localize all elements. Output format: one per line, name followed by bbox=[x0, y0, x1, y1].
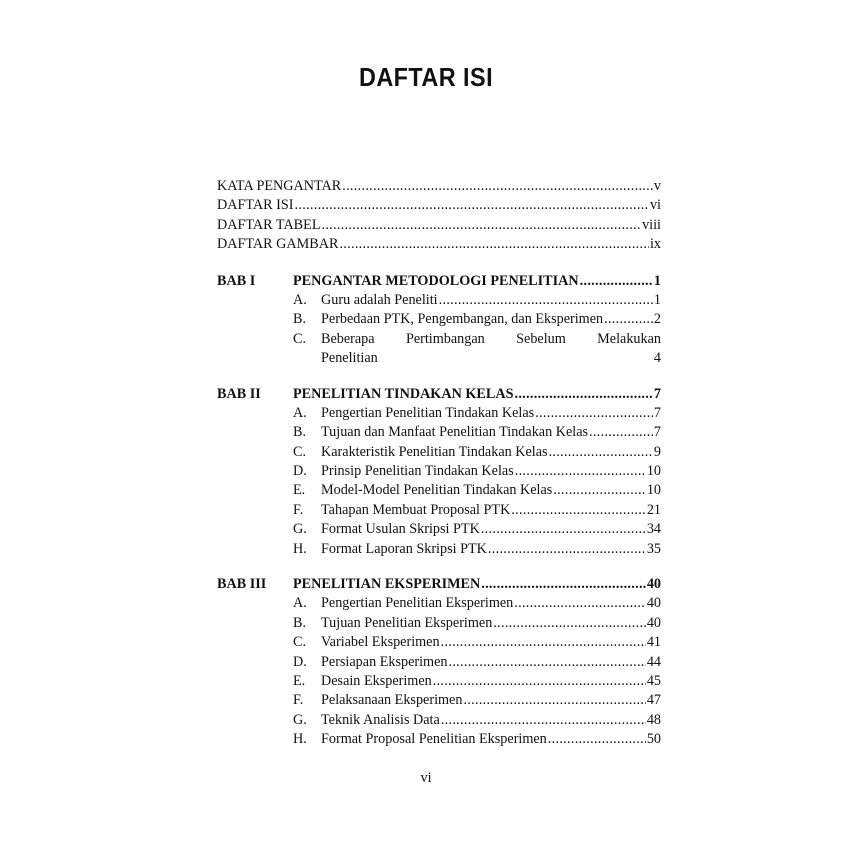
item-letter: C. bbox=[293, 443, 307, 460]
item-text: Tahapan Membuat Proposal PTK bbox=[321, 501, 511, 518]
toc-page-number: viii bbox=[642, 216, 661, 233]
dot-leader bbox=[549, 443, 653, 462]
dot-leader bbox=[488, 540, 646, 559]
toc-page-number: 10 bbox=[646, 463, 661, 480]
item-letter: B. bbox=[293, 311, 307, 328]
chapter-title: PENGANTAR METODOLOGI PENELITIAN bbox=[293, 272, 579, 289]
dot-leader bbox=[342, 177, 653, 196]
dot-leader bbox=[511, 501, 645, 520]
dot-leader bbox=[321, 216, 641, 235]
item-text: Prinsip Penelitian Tindakan Kelas bbox=[321, 463, 514, 480]
toc-page-number: 9 bbox=[653, 443, 661, 460]
item-letter: H. bbox=[293, 731, 307, 748]
toc-page-number: 41 bbox=[646, 634, 661, 651]
dot-leader bbox=[295, 196, 649, 215]
toc-entry-kata-pengantar[interactable] bbox=[217, 177, 661, 196]
chapter-bab-2 bbox=[217, 385, 661, 560]
toc-item[interactable] bbox=[217, 501, 661, 520]
toc-item[interactable] bbox=[217, 540, 661, 559]
item-text: Variabel Eksperimen bbox=[321, 634, 440, 651]
item-text: Format Laporan Skripsi PTK bbox=[321, 540, 487, 557]
dot-leader bbox=[481, 575, 646, 594]
dot-leader bbox=[448, 653, 645, 672]
item-text: Model-Model Penelitian Tindakan Kelas bbox=[321, 482, 553, 499]
chapter-heading[interactable] bbox=[217, 575, 661, 594]
item-text-line1: Beberapa Pertimbangan Sebelum Melakukan bbox=[321, 330, 661, 347]
chapter-title: PENELITIAN TINDAKAN KELAS bbox=[293, 385, 514, 402]
item-letter: G. bbox=[293, 521, 307, 538]
toc-page-number: 48 bbox=[646, 711, 661, 728]
dot-leader bbox=[515, 462, 646, 481]
item-letter: H. bbox=[293, 540, 307, 557]
toc-item[interactable] bbox=[217, 404, 661, 423]
toc-page-number: 35 bbox=[646, 540, 661, 557]
dot-leader bbox=[481, 520, 646, 539]
toc-item[interactable] bbox=[217, 730, 661, 749]
item-text: Teknik Analisis Data bbox=[321, 711, 440, 728]
dot-leader bbox=[339, 235, 649, 254]
toc-item[interactable] bbox=[217, 481, 661, 500]
toc-entry-text: DAFTAR ISI bbox=[217, 197, 294, 214]
toc-item[interactable] bbox=[217, 291, 661, 310]
chapter-title: PENELITIAN EKSPERIMEN bbox=[293, 576, 481, 593]
toc-page-number: 47 bbox=[646, 692, 661, 709]
item-text: Pengertian Penelitian Tindakan Kelas bbox=[321, 404, 535, 421]
toc-item[interactable] bbox=[217, 614, 661, 633]
dot-leader bbox=[441, 633, 646, 652]
item-letter: D. bbox=[293, 463, 307, 480]
item-letter: F. bbox=[293, 692, 304, 709]
item-text: Pelaksanaan Eksperimen bbox=[321, 692, 463, 709]
item-letter: A. bbox=[293, 291, 307, 308]
toc-entry-text: DAFTAR TABEL bbox=[217, 216, 321, 233]
chapter-bab-1 bbox=[217, 272, 661, 369]
item-text: Perbedaan PTK, Pengembangan, dan Eksperimen bbox=[321, 311, 604, 328]
item-letter: G. bbox=[293, 711, 307, 728]
toc-page-number: 1 bbox=[653, 272, 661, 289]
item-text: Tujuan Penelitian Eksperimen bbox=[321, 614, 493, 631]
dot-leader bbox=[580, 272, 653, 291]
toc-item[interactable] bbox=[217, 711, 661, 730]
toc-page-number: 34 bbox=[646, 521, 661, 538]
toc-entry-text: DAFTAR GAMBAR bbox=[217, 236, 339, 253]
toc-item[interactable] bbox=[217, 653, 661, 672]
toc-page-number: 21 bbox=[646, 501, 661, 518]
item-text: Desain Eksperimen bbox=[321, 672, 432, 689]
item-letter: B. bbox=[293, 614, 307, 631]
toc-page-number: 40 bbox=[646, 595, 661, 612]
dot-leader bbox=[514, 594, 646, 613]
toc-entry-daftar-gambar[interactable] bbox=[217, 235, 661, 254]
dot-leader bbox=[548, 730, 646, 749]
toc-item[interactable] bbox=[217, 310, 661, 329]
toc-page-number: 7 bbox=[653, 424, 661, 441]
footer-page-number: vi bbox=[420, 770, 432, 786]
toc-page-number: 10 bbox=[646, 482, 661, 499]
toc-page-number: ix bbox=[649, 236, 661, 253]
item-letter: E. bbox=[293, 482, 306, 499]
item-letter: C. bbox=[293, 330, 307, 347]
chapter-label: BAB III bbox=[217, 576, 267, 593]
dot-leader bbox=[433, 672, 646, 691]
chapter-bab-3 bbox=[217, 575, 661, 750]
toc-page-number: v bbox=[653, 178, 661, 194]
item-text: Tujuan dan Manfaat Penelitian Tindakan Kelas bbox=[321, 424, 589, 441]
item-letter: E. bbox=[293, 672, 306, 689]
toc-item[interactable] bbox=[217, 691, 661, 710]
toc-page-number: 7 bbox=[653, 385, 661, 402]
toc-page-number: 4 bbox=[653, 350, 661, 367]
page-title: DAFTAR ISI bbox=[358, 62, 494, 92]
chapter-label: BAB II bbox=[217, 385, 261, 402]
item-text: Format Proposal Penelitian Eksperimen bbox=[321, 731, 547, 748]
dot-leader bbox=[463, 691, 645, 710]
toc-page-number: 50 bbox=[646, 731, 661, 748]
toc-page-number: 1 bbox=[653, 291, 661, 308]
dot-leader bbox=[553, 481, 646, 500]
item-text-line2: Penelitian bbox=[321, 350, 378, 367]
toc-item[interactable] bbox=[217, 594, 661, 613]
toc-entry-daftar-isi[interactable] bbox=[217, 196, 661, 215]
dot-leader bbox=[514, 385, 652, 404]
item-text: Pengertian Penelitian Eksperimen bbox=[321, 595, 514, 612]
toc-page-number: 40 bbox=[646, 614, 661, 631]
item-text: Persiapan Eksperimen bbox=[321, 653, 448, 670]
toc-item[interactable] bbox=[217, 462, 661, 481]
dot-leader bbox=[439, 291, 653, 310]
item-text: Format Usulan Skripsi PTK bbox=[321, 521, 480, 538]
item-letter: C. bbox=[293, 634, 307, 651]
dot-leader bbox=[589, 423, 653, 442]
toc-entry-text: KATA PENGANTAR bbox=[217, 178, 342, 194]
chapter-label: BAB I bbox=[217, 272, 256, 289]
table-of-contents bbox=[217, 177, 661, 766]
toc-item[interactable] bbox=[217, 520, 661, 539]
item-letter: A. bbox=[293, 595, 307, 612]
toc-page-number: 2 bbox=[653, 311, 661, 328]
item-letter: D. bbox=[293, 653, 307, 670]
toc-item-wrapped[interactable] bbox=[217, 330, 661, 369]
toc-item[interactable] bbox=[217, 443, 661, 462]
toc-item[interactable] bbox=[217, 672, 661, 691]
toc-item[interactable] bbox=[217, 633, 661, 652]
toc-item[interactable] bbox=[217, 423, 661, 442]
toc-page-number: 40 bbox=[646, 576, 661, 593]
toc-page-number: 44 bbox=[646, 653, 661, 670]
item-text: Karakteristik Penelitian Tindakan Kelas bbox=[321, 443, 548, 460]
dot-leader bbox=[535, 404, 653, 423]
dot-leader bbox=[604, 310, 653, 329]
chapter-heading[interactable] bbox=[217, 272, 661, 291]
item-text: Guru adalah Peneliti bbox=[321, 291, 438, 308]
item-letter: F. bbox=[293, 501, 304, 518]
chapter-heading[interactable] bbox=[217, 385, 661, 404]
item-letter: A. bbox=[293, 404, 307, 421]
dot-leader bbox=[441, 711, 646, 730]
toc-entry-daftar-tabel[interactable] bbox=[217, 216, 661, 235]
toc-page-number: vi bbox=[649, 197, 661, 214]
toc-page-number: 45 bbox=[646, 672, 661, 689]
toc-page-number: 7 bbox=[653, 404, 661, 421]
dot-leader bbox=[493, 614, 646, 633]
item-letter: B. bbox=[293, 424, 307, 441]
front-matter-list bbox=[217, 177, 661, 255]
